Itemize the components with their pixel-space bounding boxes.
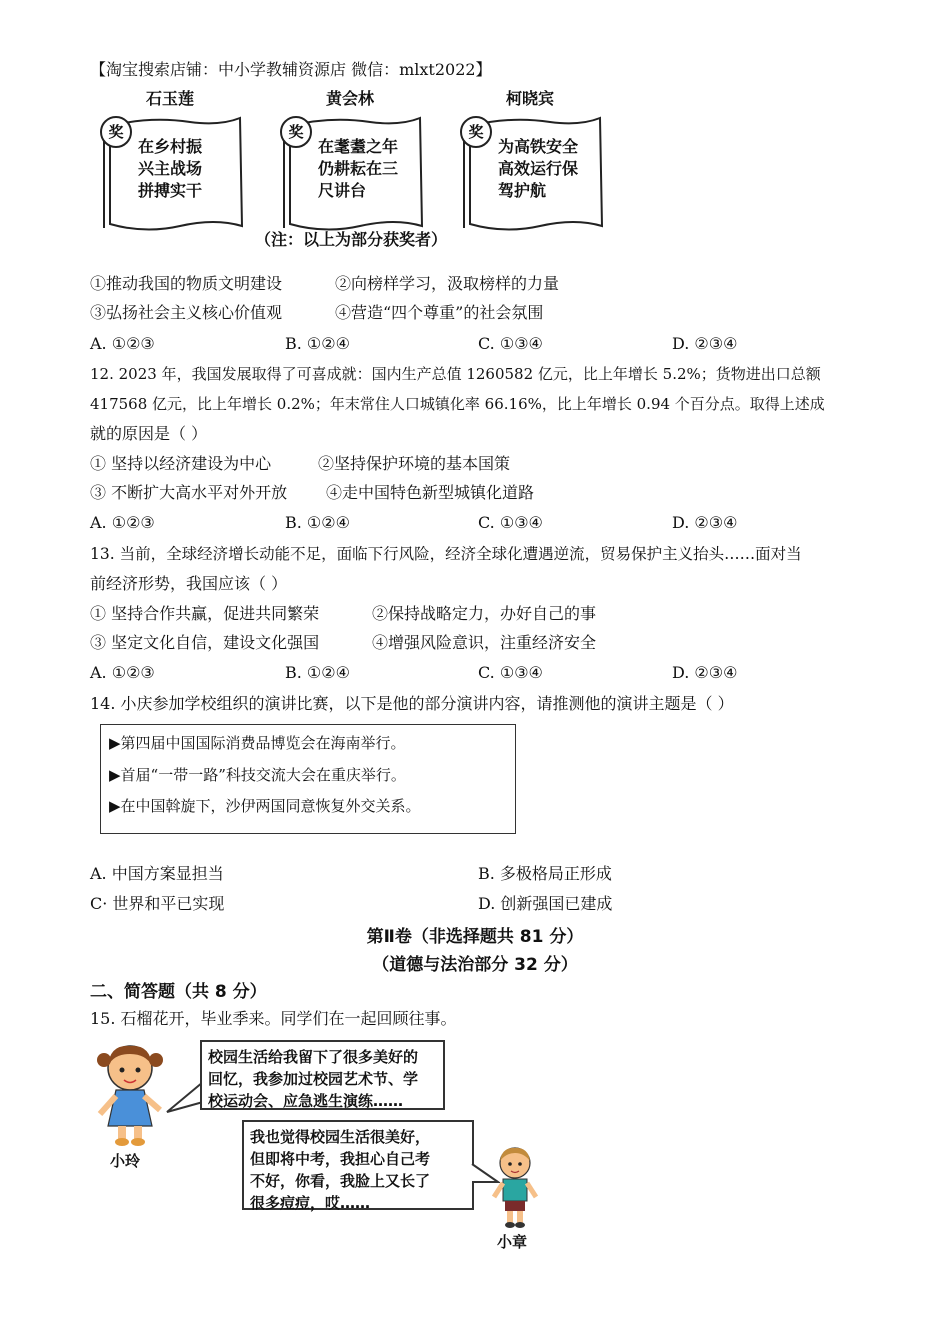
q11-choice-b: B. ①②④ <box>285 334 350 353</box>
award-line: 为高铁安全 <box>498 137 579 156</box>
award-card-2 <box>270 86 430 236</box>
speech-line: 回忆，我参加过校园艺术节、学 <box>208 1070 419 1088</box>
award-badge-icon: 奖 <box>100 116 132 148</box>
speech-line: 校园生活给我留下了很多美好的 <box>208 1048 419 1066</box>
award-text <box>498 136 606 202</box>
q12-choice-d: D. ②③④ <box>672 513 738 532</box>
q12-choice-b: B. ①②④ <box>285 513 350 532</box>
q14-stem: 14. 小庆参加学校组织的演讲比赛，以下是他的部分演讲内容，请推测他的演讲主题是（ ） <box>90 694 734 713</box>
boy-name-label: 小章 <box>497 1233 528 1251</box>
q12-option-2: ②坚持保护环境的基本国策 <box>318 454 511 473</box>
award-badge-icon: 奖 <box>280 116 312 148</box>
q11-choice-a: A. ①②③ <box>90 334 155 353</box>
header-banner: 【淘宝搜索店铺：中小学教辅资源店 微信：mlxt2022】 <box>90 60 492 79</box>
speech-line: 很多痘痘，哎…… <box>250 1194 371 1212</box>
award-card-3 <box>450 86 610 236</box>
q12-stem-line-2: 417568 亿元，比上年增长 0.2%；年末常住人口城镇化率 66.16%，比上年增长 0.94 个百分点。取得上述成 <box>90 395 825 413</box>
girl-illustration <box>90 1040 170 1150</box>
award-badge-icon: 奖 <box>460 116 492 148</box>
q14-choice-b: B. 多极格局正形成 <box>478 864 612 883</box>
q13-option-2: ②保持战略定力，办好自己的事 <box>372 604 597 623</box>
awards-note: （注：以上为部分获奖者） <box>255 230 448 249</box>
award-text <box>138 136 246 202</box>
q12-option-1: ① 坚持以经济建设为中心 <box>90 454 272 473</box>
award-line: 高效运行保 <box>498 159 579 178</box>
q12-stem-line-1: 12. 2023 年，我国发展取得了可喜成就：国内生产总值 1260582 亿元，比上年增长 5.2%；货物进出口总额 <box>90 365 821 383</box>
q13-option-3: ③ 坚定文化自信，建设文化强国 <box>90 633 320 652</box>
q11-option-2: ②向榜样学习，汲取榜样的力量 <box>335 274 560 293</box>
award-line: 在乡村振 <box>138 137 203 156</box>
q11-option-1: ①推动我国的物质文明建设 <box>90 274 283 293</box>
part2-title: 第Ⅱ卷（非选择题共 81 分） <box>366 927 584 947</box>
award-line: 在耄耋之年 <box>318 137 399 156</box>
award-line: 兴主战场 <box>138 159 203 178</box>
q14-choice-d: D. 创新强国已建成 <box>478 894 613 913</box>
q14-choice-c: C· 世界和平已实现 <box>90 894 225 913</box>
q11-option-4: ④营造“四个尊重”的社会氛围 <box>335 303 544 322</box>
q13-stem-line-1: 13. 当前，全球经济增长动能不足，面临下行风险，经济全球化遭遇逆流，贸易保护主义抬头……面对当 <box>90 545 802 563</box>
q14-speech-item: ▶在中国斡旋下，沙伊两国同意恢复外交关系。 <box>109 797 421 815</box>
speech-line: 但即将中考，我担心自己考 <box>250 1150 431 1168</box>
award-name: 柯晓宾 <box>505 89 554 108</box>
q13-choice-b: B. ①②④ <box>285 663 350 682</box>
q14-speech-box <box>100 724 516 834</box>
bubble-pointer <box>165 1080 205 1115</box>
part2-subtitle: （道德与法治部分 32 分） <box>372 955 578 975</box>
q12-choice-c: C. ①③④ <box>478 513 543 532</box>
girl-speech-bubble <box>200 1040 445 1110</box>
award-card-1 <box>90 86 250 236</box>
q12-choice-a: A. ①②③ <box>90 513 155 532</box>
girl-name-label: 小玲 <box>110 1152 141 1170</box>
q11-option-3: ③弘扬社会主义核心价值观 <box>90 303 283 322</box>
q12-stem-line-3: 就的原因是（ ） <box>90 424 208 443</box>
award-line: 拼搏实干 <box>138 181 203 200</box>
q15-stem: 15. 石榴花开，毕业季来。同学们在一起回顾往事。 <box>90 1009 457 1028</box>
q13-stem-line-2: 前经济形势，我国应该（ ） <box>90 574 288 593</box>
award-name: 石玉莲 <box>145 89 194 108</box>
q11-choice-d: D. ②③④ <box>672 334 738 353</box>
award-line: 尺讲台 <box>318 181 367 200</box>
boy-speech-bubble <box>242 1120 474 1210</box>
q13-choice-c: C. ①③④ <box>478 663 543 682</box>
speech-line: 我也觉得校园生活很美好， <box>250 1128 431 1146</box>
speech-line: 校运动会、应急逃生演练…… <box>208 1092 404 1110</box>
boy-illustration <box>488 1145 542 1230</box>
q12-option-3: ③ 不断扩大高水平对外开放 <box>90 483 288 502</box>
award-line: 仍耕耘在三 <box>318 159 399 178</box>
q14-choice-a: A. 中国方案显担当 <box>90 864 224 883</box>
q14-speech-item: ▶首届“一带一路”科技交流大会在重庆举行。 <box>109 766 406 784</box>
award-line: 驾护航 <box>498 181 547 200</box>
q11-choice-c: C. ①③④ <box>478 334 543 353</box>
section-heading: 二、简答题（共 8 分） <box>90 982 267 1002</box>
q12-option-4: ④走中国特色新型城镇化道路 <box>326 483 535 502</box>
q13-option-4: ④增强风险意识，注重经济安全 <box>372 633 597 652</box>
award-text <box>318 136 426 202</box>
q14-speech-item: ▶第四届中国国际消费品博览会在海南举行。 <box>109 734 406 752</box>
speech-line: 不好，你看，我脸上又长了 <box>250 1172 431 1190</box>
q13-option-1: ① 坚持合作共赢，促进共同繁荣 <box>90 604 320 623</box>
award-name: 黄会林 <box>325 89 374 108</box>
q13-choice-a: A. ①②③ <box>90 663 155 682</box>
q13-choice-d: D. ②③④ <box>672 663 738 682</box>
